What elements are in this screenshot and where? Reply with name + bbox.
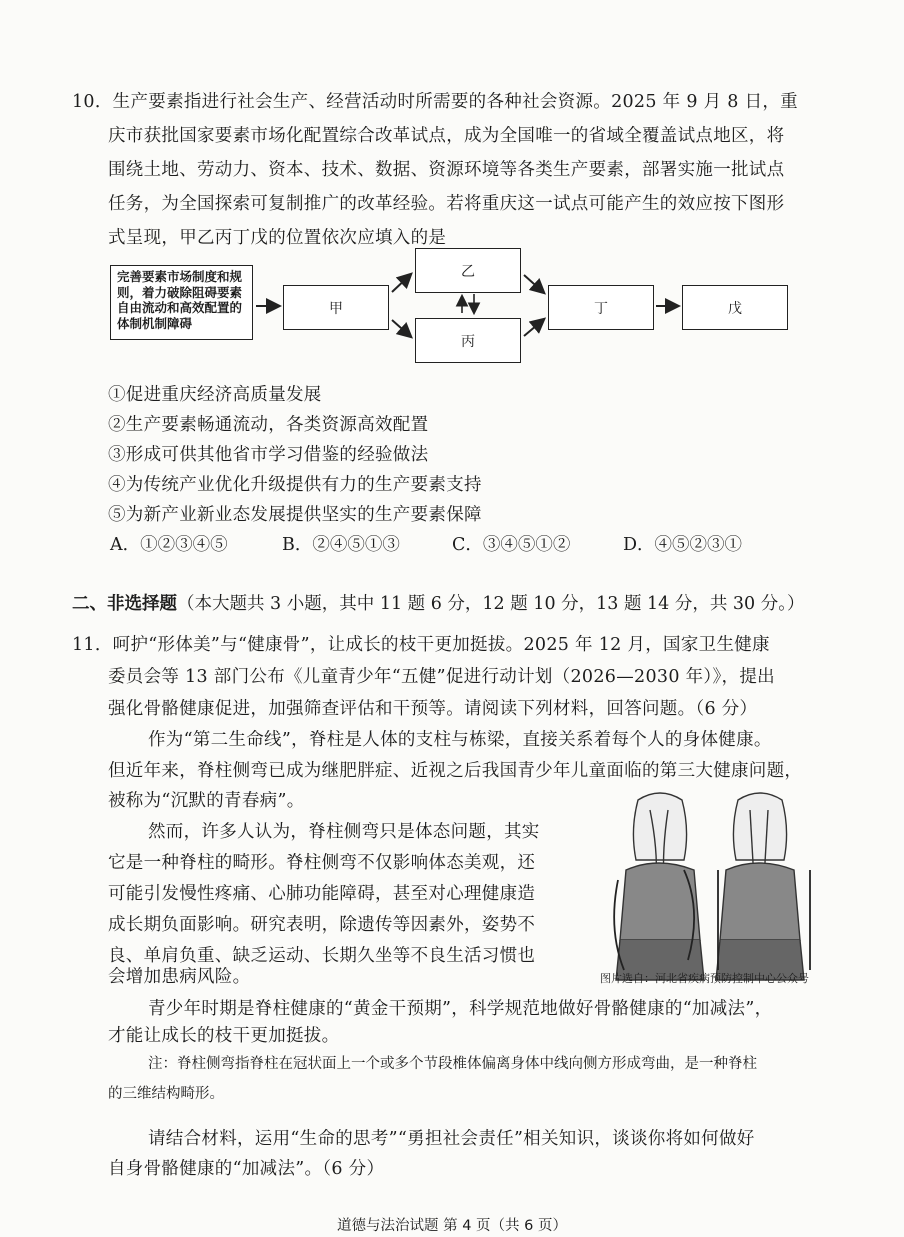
q11-para1-line-2: 但近年来，脊柱侧弯已成为继肥胖症、近视之后我国青少年儿童面临的第三大健康问题， [108, 761, 803, 781]
q10-item-1: ①促进重庆经济高质量发展 [108, 385, 322, 405]
q10-item-5: ⑤为新产业新业态发展提供坚实的生产要素保障 [108, 505, 482, 525]
q11-para2-line-1: 然而，许多人认为，脊柱侧弯只是体态问题，其实 [148, 822, 540, 842]
q10-line-1: 10．生产要素指进行社会生产、经营活动时所需要的各种社会资源。2025 年 9 月 8 日，重 [72, 92, 798, 112]
q11-note-line-1: 注：脊柱侧弯指脊柱在冠状面上一个或多个节段椎体偏离身体中线向侧方形成弯曲，是一种脊柱 [148, 1056, 757, 1072]
section-heading [72, 590, 805, 615]
diagram-arrows [0, 0, 904, 420]
q10-item-4: ④为传统产业优化升级提供有力的生产要素支持 [108, 475, 482, 495]
q10-option-a: A．①②③④⑤ [110, 535, 228, 555]
arrow-yi-ding [524, 275, 543, 292]
q11-intro-line-3: 强化骨骼健康促进，加强筛查评估和干预等。请阅读下列材料，回答问题。（6 分） [108, 699, 758, 719]
figure-caption: 图片选自：河北省疾病预防控制中心公众号 [600, 972, 809, 985]
q11-para2-line-5: 良、单肩负重、缺乏运动、长期久坐等不良生活习惯也 [108, 946, 536, 966]
q10-option-b: B．②④⑤①③ [282, 535, 400, 555]
q10-option-d: D．④⑤②③① [623, 535, 743, 555]
arrow-jia-bing [392, 320, 410, 336]
q11-para3-line-1: 青少年时期是脊柱健康的“黄金干预期”，科学规范地做好骨骼健康的“加减法”， [148, 999, 773, 1019]
q11-intro-line-2: 委员会等 13 部门公布《儿童青少年“五健”促进行动计划（2026—2030 年）》，提出 [108, 667, 775, 687]
section-title: 二、非选择题 [72, 594, 177, 614]
diagram-box-ding: 丁 [548, 285, 654, 330]
q11-question-line-1: 请结合材料，运用“生命的思考”“勇担社会责任”相关知识，谈谈你将如何做好 [148, 1129, 755, 1149]
q10-line-5: 式呈现，甲乙丙丁戊的位置依次应填入的是 [108, 228, 447, 248]
q10-line-2: 庆市获批国家要素市场化配置综合改革试点，成为全国唯一的省域全覆盖试点地区，将 [108, 126, 785, 146]
q11-para2-line-3: 可能引发慢性疼痛、心肺功能障碍，甚至对心理健康造 [108, 884, 536, 904]
diagram-box-wu: 戊 [682, 285, 788, 330]
q10-line-3: 围绕土地、劳动力、资本、技术、数据、资源环境等各类生产要素，部署实施一批试点 [108, 160, 785, 180]
q11-para1-line-1: 作为“第二生命线”，脊柱是人体的支柱与栋梁，直接关系着每个人的身体健康。 [148, 730, 772, 750]
section-desc: （本大题共 3 小题，其中 11 题 6 分，12 题 10 分，13 题 14 分，共 30 分。） [177, 594, 805, 614]
q11-para1-line-3: 被称为“沉默的青春病”。 [108, 791, 305, 811]
q10-item-3: ③形成可供其他省市学习借鉴的经验做法 [108, 445, 429, 465]
diagram-box-jia: 甲 [283, 285, 389, 330]
q11-para2-line-6: 会增加患病风险。 [108, 967, 251, 987]
scoliosis-illustration [598, 790, 828, 986]
arrow-jia-yi [392, 275, 410, 292]
diagram-box-bing: 丙 [415, 318, 521, 363]
arrow-bing-ding [524, 320, 543, 336]
q11-intro-line-1: 11．呵护“形体美”与“健康骨”，让成长的枝干更加挺拔。2025 年 12 月，国家卫生健康 [72, 635, 770, 655]
q11-note-line-2: 的三维结构畸形。 [108, 1086, 224, 1102]
diagram-box-yi: 乙 [415, 248, 521, 293]
q11-para3-line-2: 才能让成长的枝干更加挺拔。 [108, 1026, 340, 1046]
q10-line-4: 任务，为全国探索可复制推广的改革经验。若将重庆这一试点可能产生的效应按下图形 [108, 194, 785, 214]
q11-question-line-2: 自身骨骼健康的“加减法”。（6 分） [108, 1159, 385, 1179]
q11-para2-line-2: 它是一种脊柱的畸形。脊柱侧弯不仅影响体态美观，还 [108, 853, 536, 873]
q10-option-c: C．③④⑤①② [452, 535, 571, 555]
q10-item-2: ②生产要素畅通流动，各类资源高效配置 [108, 415, 429, 435]
diagram-premise-box: 完善要素市场制度和规则，着力破除阻碍要素自由流动和高效配置的体制机制障碍 [110, 265, 253, 340]
q11-para2-line-4: 成长期负面影响。研究表明，除遗传等因素外，姿势不 [108, 915, 536, 935]
page-footer: 道德与法治试题 第 4 页（共 6 页） [337, 1218, 567, 1234]
